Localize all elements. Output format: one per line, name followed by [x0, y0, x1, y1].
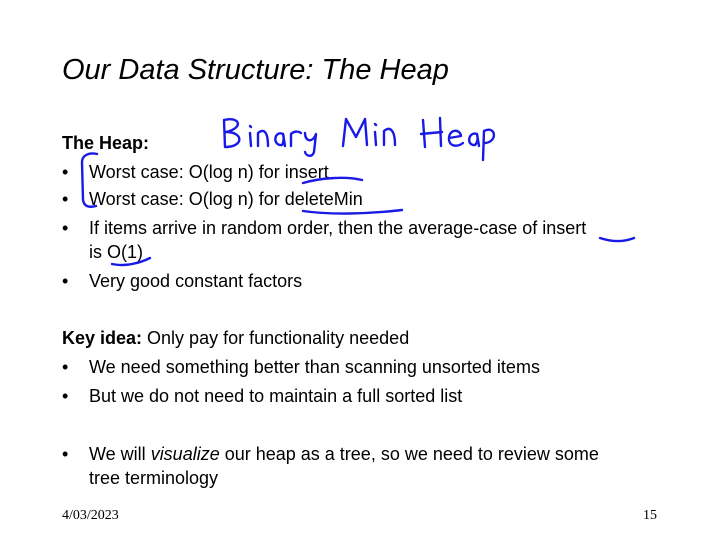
key-idea-line: [62, 326, 409, 350]
annotation-binary-min-heap: [224, 118, 494, 160]
key-idea-label: Key idea:: [62, 328, 143, 348]
key-idea-text: Only pay for functionality needed: [142, 328, 410, 348]
bullet-marker: •: [62, 189, 69, 209]
heap-bullet-constant-factors: Very good constant factors: [89, 271, 303, 291]
annotation-underline-insert-2: [600, 238, 634, 241]
tree-bullet-emph: visualize: [150, 444, 220, 464]
bullet-marker: •: [62, 271, 69, 291]
bullet-marker: •: [62, 444, 69, 464]
key-bullet-sorted-list: But we do not need to maintain a full sorted list: [89, 386, 463, 406]
bullet-marker: •: [62, 218, 69, 238]
heap-bullet-worst-insert: Worst case: O(log n) for insert: [89, 162, 329, 182]
key-bullet-scanning: We need something better than scanning unsorted items: [89, 357, 540, 377]
bullet-marker: •: [62, 357, 69, 377]
heap-bullet-average-line2: is O(1): [89, 242, 143, 262]
tree-bullet-post: our heap as a tree, so we need to review some: [219, 444, 599, 464]
footer-date: 4/03/2023: [62, 508, 119, 523]
bullet-marker: •: [62, 386, 69, 406]
bullet-marker: •: [62, 162, 69, 182]
tree-bullet-line2: tree terminology: [89, 468, 219, 488]
page-number: 15: [643, 508, 657, 523]
heap-bullet-average-line1: If items arrive in random order, then the average-case of insert: [89, 218, 587, 238]
tree-bullet-line1: [89, 442, 599, 466]
heap-heading: The Heap:: [62, 133, 150, 153]
slide-title: Our Data Structure: The Heap: [62, 54, 449, 86]
heap-bullet-worst-deletemin: Worst case: O(log n) for deleteMin: [89, 189, 363, 209]
tree-bullet-pre: We will: [89, 444, 151, 464]
